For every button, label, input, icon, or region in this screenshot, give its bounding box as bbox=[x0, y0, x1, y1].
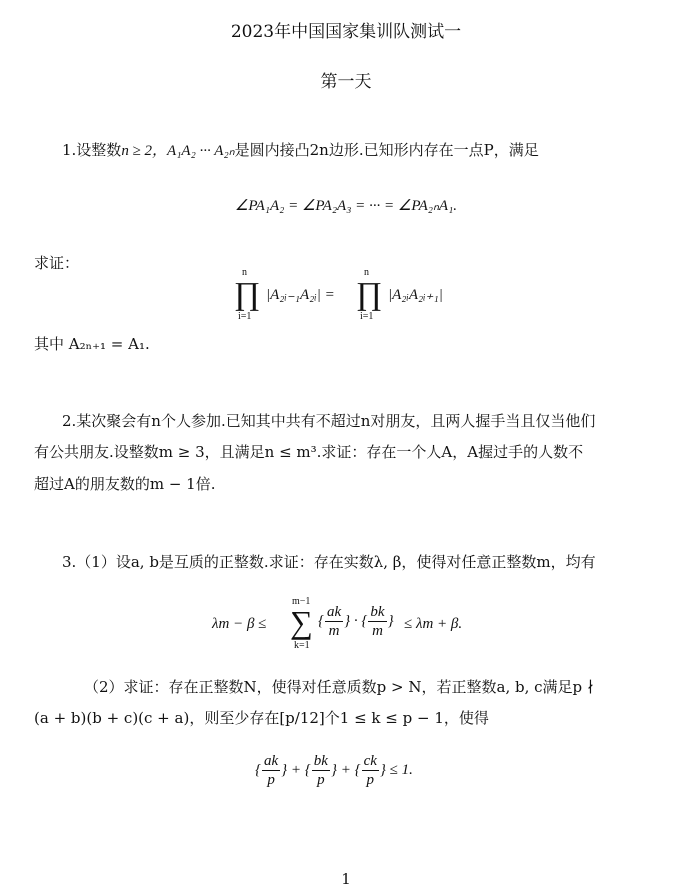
p1-prod-lower-right: i=1 bbox=[360, 311, 374, 322]
problem-2-line-3: 超过A的朋友数的m − 1倍. bbox=[34, 475, 216, 493]
p3-bk-p-numerator: bk bbox=[313, 753, 328, 769]
p3-frac-ak-m: { $\frac{ak}{m}$ } · { $\frac{bk}{m}$ } bbox=[318, 604, 394, 639]
problem-2-line-2: 有公共朋友.设整数m ≥ 3，且满足n ≤ m³.求证：存在一个人A，A握过手的人数不 bbox=[34, 443, 584, 461]
p1-text-a: 1.设整数 bbox=[62, 141, 122, 159]
document-title: 2023年中国国家集训队测试一 bbox=[230, 22, 462, 42]
p3-ak-p-denominator: p bbox=[267, 772, 275, 788]
p3-ineq1-right: ≤ λm + β. bbox=[404, 616, 463, 632]
p3-ineq1-left: λm − β ≤ bbox=[212, 616, 267, 632]
p3-ck-p-numerator: ck bbox=[363, 753, 377, 769]
p3-ak-numerator: ak bbox=[327, 604, 342, 620]
p3-ak-p-numerator: ak bbox=[264, 753, 279, 769]
problem-1-statement bbox=[62, 139, 539, 162]
day-heading: 第一天 bbox=[320, 72, 372, 92]
problem-3-part-2-line-2: (a + b)(b + c)(c + a)，则至少存在[p/12]个1 ≤ k ≤ p − 1，使得 bbox=[34, 709, 489, 727]
p3-sum-upper: m−1 bbox=[292, 596, 311, 607]
p3-bk-p-denominator: p bbox=[317, 772, 325, 788]
p3-ck-p-denominator: p bbox=[366, 772, 374, 788]
p3-sum-lower: k=1 bbox=[294, 640, 310, 651]
p1-prove-label: 求证： bbox=[34, 254, 80, 272]
p3-inequality-2: { $\frac{ak}{p}$ } + { $\frac{bk}{p}$ } + { $\frac{ck}{p}$ } ≤ 1. bbox=[255, 753, 413, 788]
p3-ak-denominator: m bbox=[328, 623, 340, 639]
problem-3-part-2-line-1: （2）求证：存在正整数N，使得对任意质数p > N，若正整数a, b, c满足p ∤ bbox=[84, 678, 595, 696]
p3-inequality-1 bbox=[212, 596, 512, 656]
p1-lhs: |A₂ᵢ₋₁A₂ᵢ| = bbox=[266, 287, 335, 303]
p1-rhs: |A₂ᵢA₂ᵢ₊₁| bbox=[388, 287, 443, 303]
p1-condition: n ≥ 2， bbox=[121, 143, 168, 159]
p1-prod-symbol-right: ∏ bbox=[356, 275, 383, 311]
problem-3-part-1: 3.（1）设a, b是互质的正整数.求证：存在实数λ, β，使得对任意正整数m，均有 bbox=[62, 553, 596, 571]
p3-sum-symbol: ∑ bbox=[290, 604, 313, 640]
p1-prod-upper-left: n bbox=[242, 267, 247, 278]
p1-polygon: A₁A₂ ··· A₂ₙ bbox=[167, 143, 235, 159]
p1-text-b: 是圆内接凸2n边形.已知形内存在一点P，满足 bbox=[234, 141, 539, 159]
p1-prod-symbol-left: ∏ bbox=[234, 275, 261, 311]
p1-angle-equation: ∠PA₁A₂ = ∠PA₂A₃ = ··· = ∠PA₂ₙA₁. bbox=[234, 198, 458, 214]
p1-where-clause: 其中 A₂ₙ₊₁ = A₁. bbox=[34, 335, 150, 353]
problem-2-line-1: 2.某次聚会有n个人参加.已知其中共有不超过n对朋友，且两人握手当且仅当他们 bbox=[62, 412, 596, 430]
p1-prod-upper-right: n bbox=[364, 267, 369, 278]
p3-bk-denominator: m bbox=[372, 623, 383, 639]
p1-prod-lower-left: i=1 bbox=[238, 311, 252, 322]
p3-ineq2-end: ≤ 1. bbox=[389, 761, 413, 778]
p3-bk-numerator: bk bbox=[370, 604, 385, 620]
page-number: 1 bbox=[341, 870, 351, 888]
